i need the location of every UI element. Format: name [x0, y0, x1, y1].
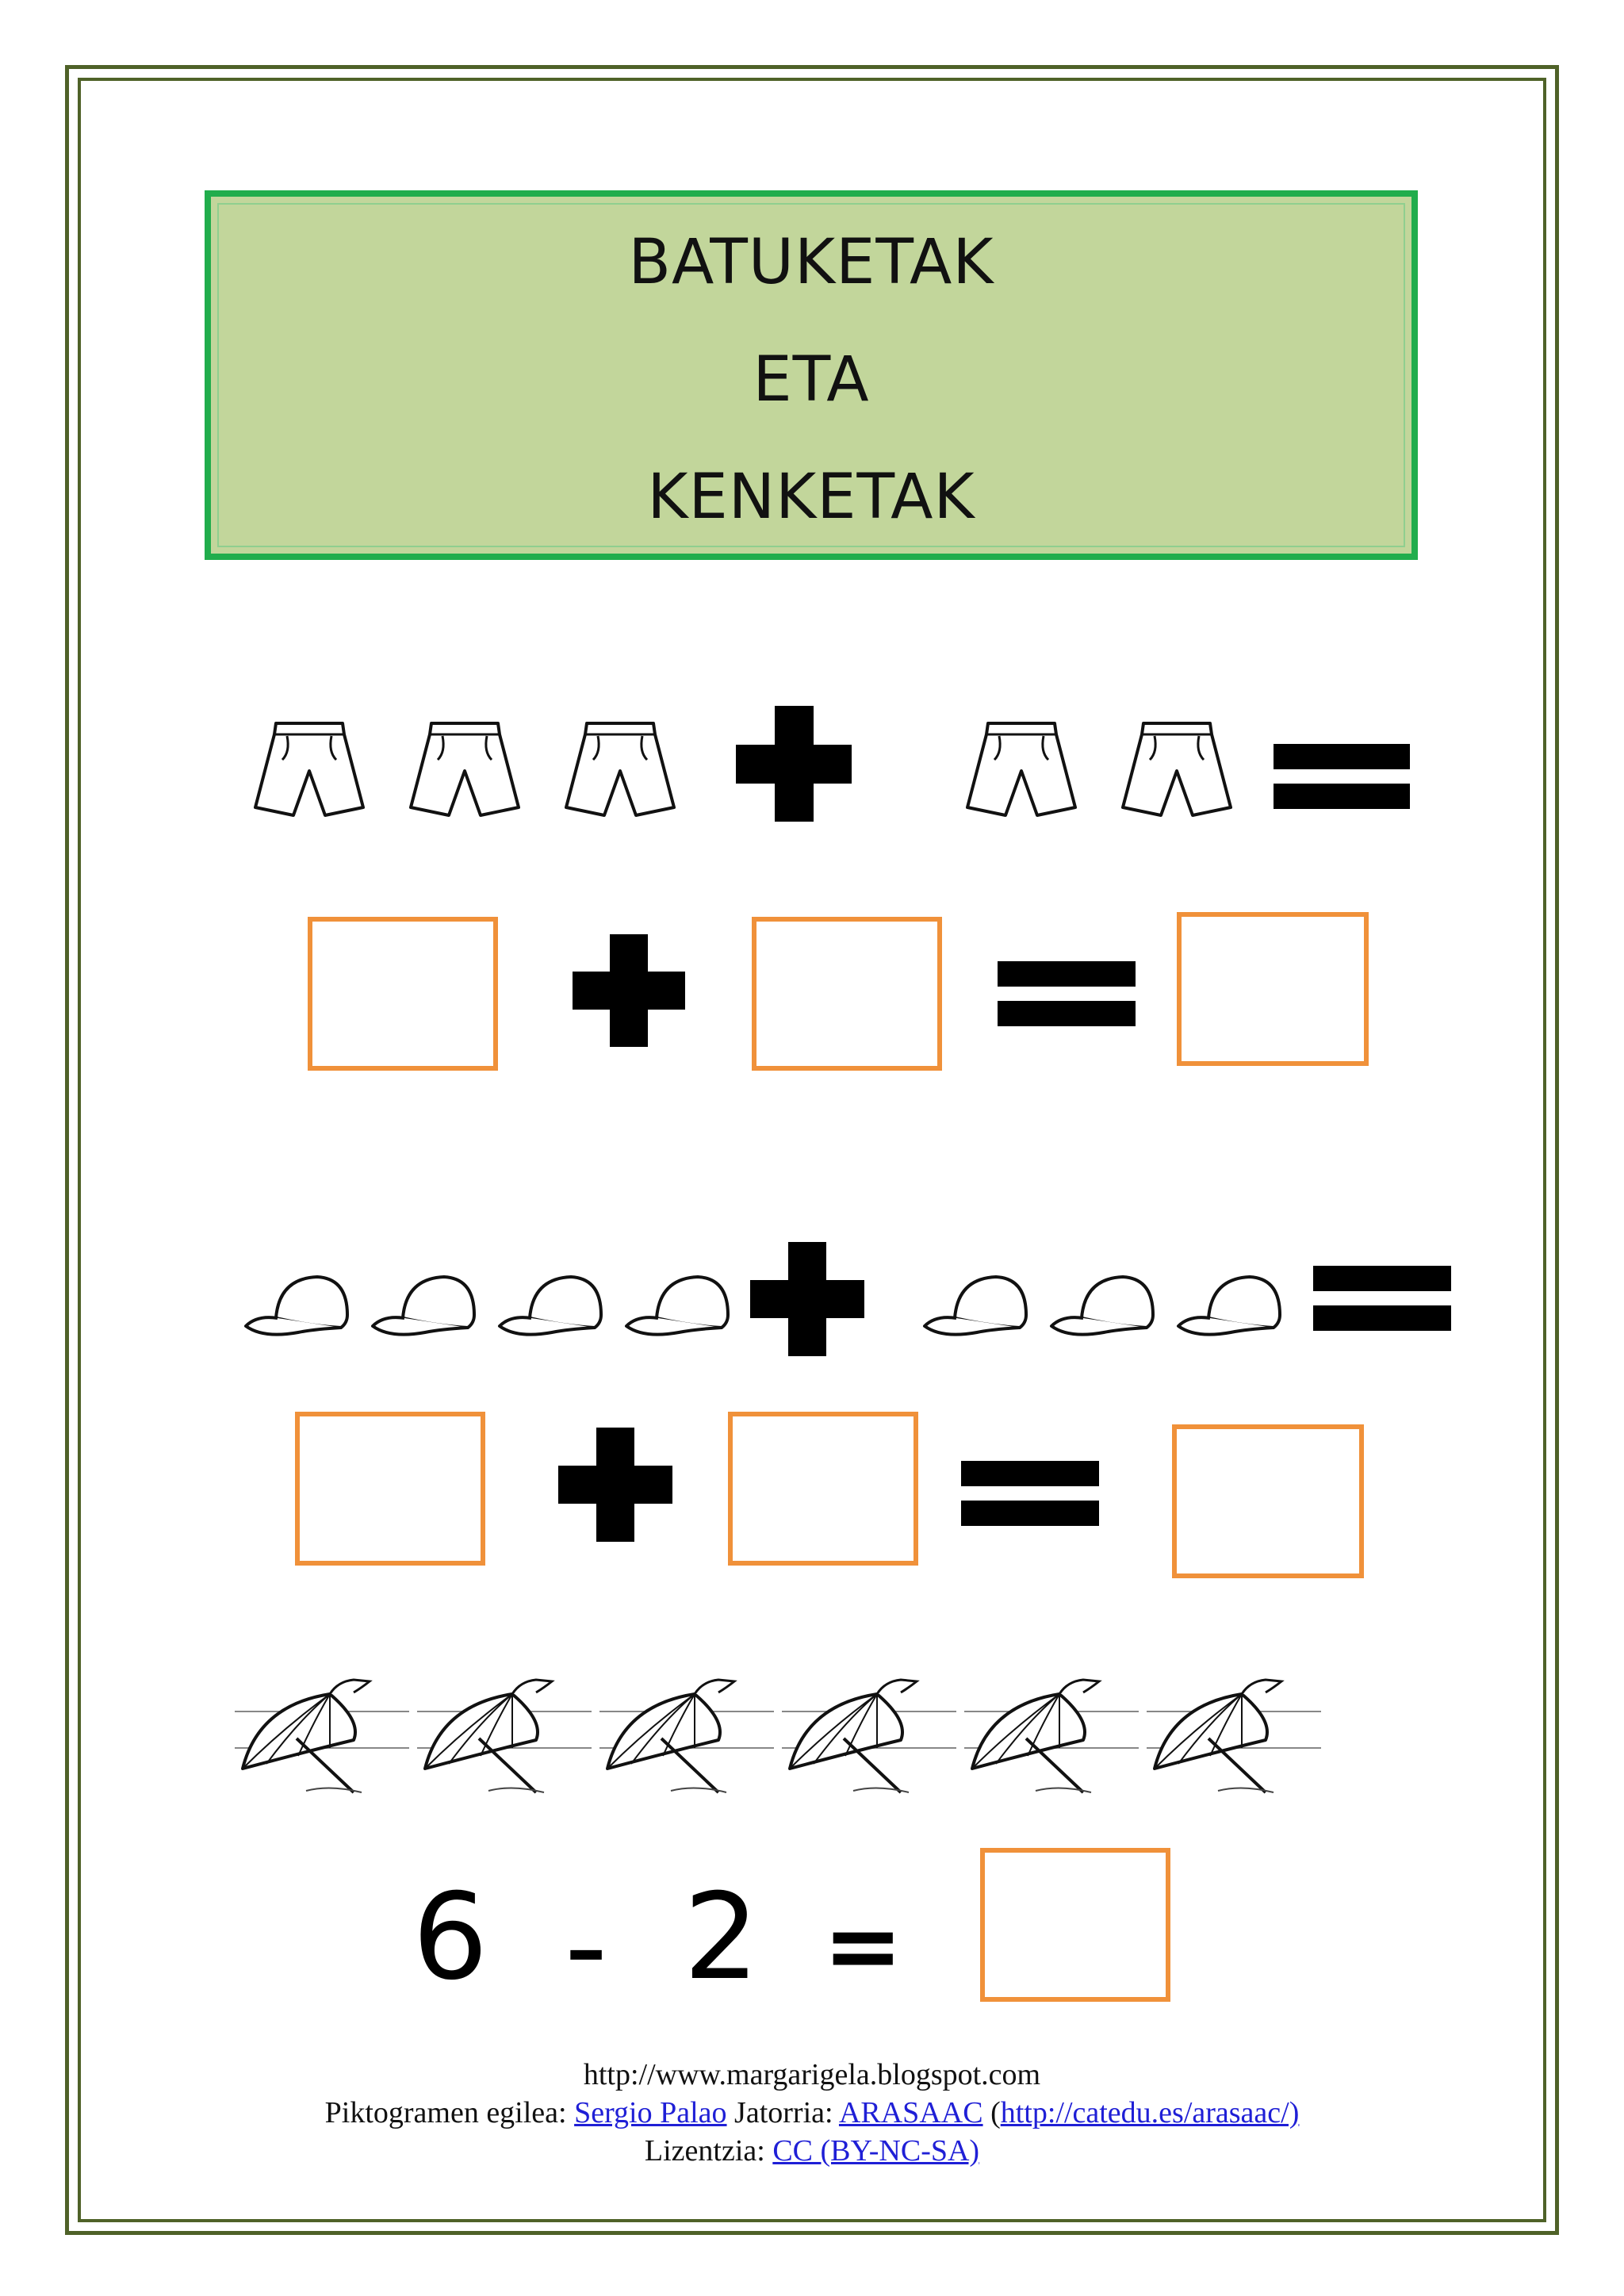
- answer-box-1-result[interactable]: [1177, 912, 1369, 1066]
- footer-credits: [0, 2094, 1624, 2132]
- shorts-icon: [958, 714, 1085, 825]
- source-url-link[interactable]: http://catedu.es/arasaac/): [1000, 2096, 1300, 2129]
- title-line-1: BATUKETAK: [628, 227, 994, 298]
- author-prefix: Piktogramen egilea:: [324, 2096, 575, 2129]
- source-url-open: (: [982, 2096, 1001, 2129]
- author-link[interactable]: Sergio Palao: [574, 2096, 727, 2129]
- plus-sign: [558, 1428, 672, 1542]
- plus-bar-horizontal: [736, 745, 852, 784]
- umbrella-icon: [235, 1673, 409, 1808]
- title-box: [205, 190, 1418, 560]
- operand-a: 6: [412, 1869, 488, 2007]
- equals-sign: [998, 961, 1136, 1026]
- shorts-icon: [557, 714, 684, 825]
- footer: [0, 2056, 1624, 2170]
- umbrella-icon: [1147, 1673, 1321, 1808]
- source-link[interactable]: ARASAAC: [838, 2096, 983, 2129]
- equals-text: =: [823, 1892, 903, 2002]
- equals-sign: [1313, 1266, 1451, 1331]
- plus-sign: [736, 706, 852, 822]
- cap-icon: [1174, 1269, 1285, 1342]
- shorts-icon: [401, 714, 528, 825]
- answer-box-3-result[interactable]: [980, 1848, 1170, 2002]
- footer-license: [0, 2132, 1624, 2170]
- answer-box-2b[interactable]: [728, 1412, 918, 1566]
- cap-icon: [241, 1269, 352, 1342]
- cap-icon: [495, 1269, 606, 1342]
- equals-sign: [1274, 744, 1410, 809]
- cap-icon: [920, 1269, 1031, 1342]
- license-prefix: Lizentzia:: [644, 2134, 773, 2168]
- umbrella-icon: [964, 1673, 1139, 1808]
- title-line-2: ETA: [753, 344, 870, 416]
- equals-sign: [961, 1461, 1099, 1526]
- cap-icon: [1047, 1269, 1158, 1342]
- answer-box-1a[interactable]: [308, 917, 498, 1071]
- umbrella-icon: [417, 1673, 592, 1808]
- operand-b: 2: [684, 1869, 760, 2007]
- shorts-icon: [1113, 714, 1240, 825]
- cap-icon: [622, 1269, 733, 1342]
- answer-box-2-result[interactable]: [1172, 1424, 1364, 1578]
- plus-sign: [573, 934, 685, 1047]
- source-prefix: Jatorria:: [726, 2096, 839, 2129]
- answer-box-2a[interactable]: [295, 1412, 485, 1566]
- answer-box-1b[interactable]: [752, 917, 942, 1071]
- umbrella-icon: [782, 1673, 956, 1808]
- title-line-3: KENKETAK: [647, 462, 975, 533]
- shorts-icon: [246, 714, 373, 825]
- plus-sign: [750, 1242, 864, 1356]
- license-link[interactable]: CC (BY-NC-SA): [772, 2134, 980, 2168]
- cap-icon: [368, 1269, 479, 1342]
- footer-url: http://www.margarigela.blogspot.com: [583, 2058, 1041, 2091]
- umbrella-icon: [599, 1673, 774, 1808]
- minus-sign: -: [565, 1878, 608, 2016]
